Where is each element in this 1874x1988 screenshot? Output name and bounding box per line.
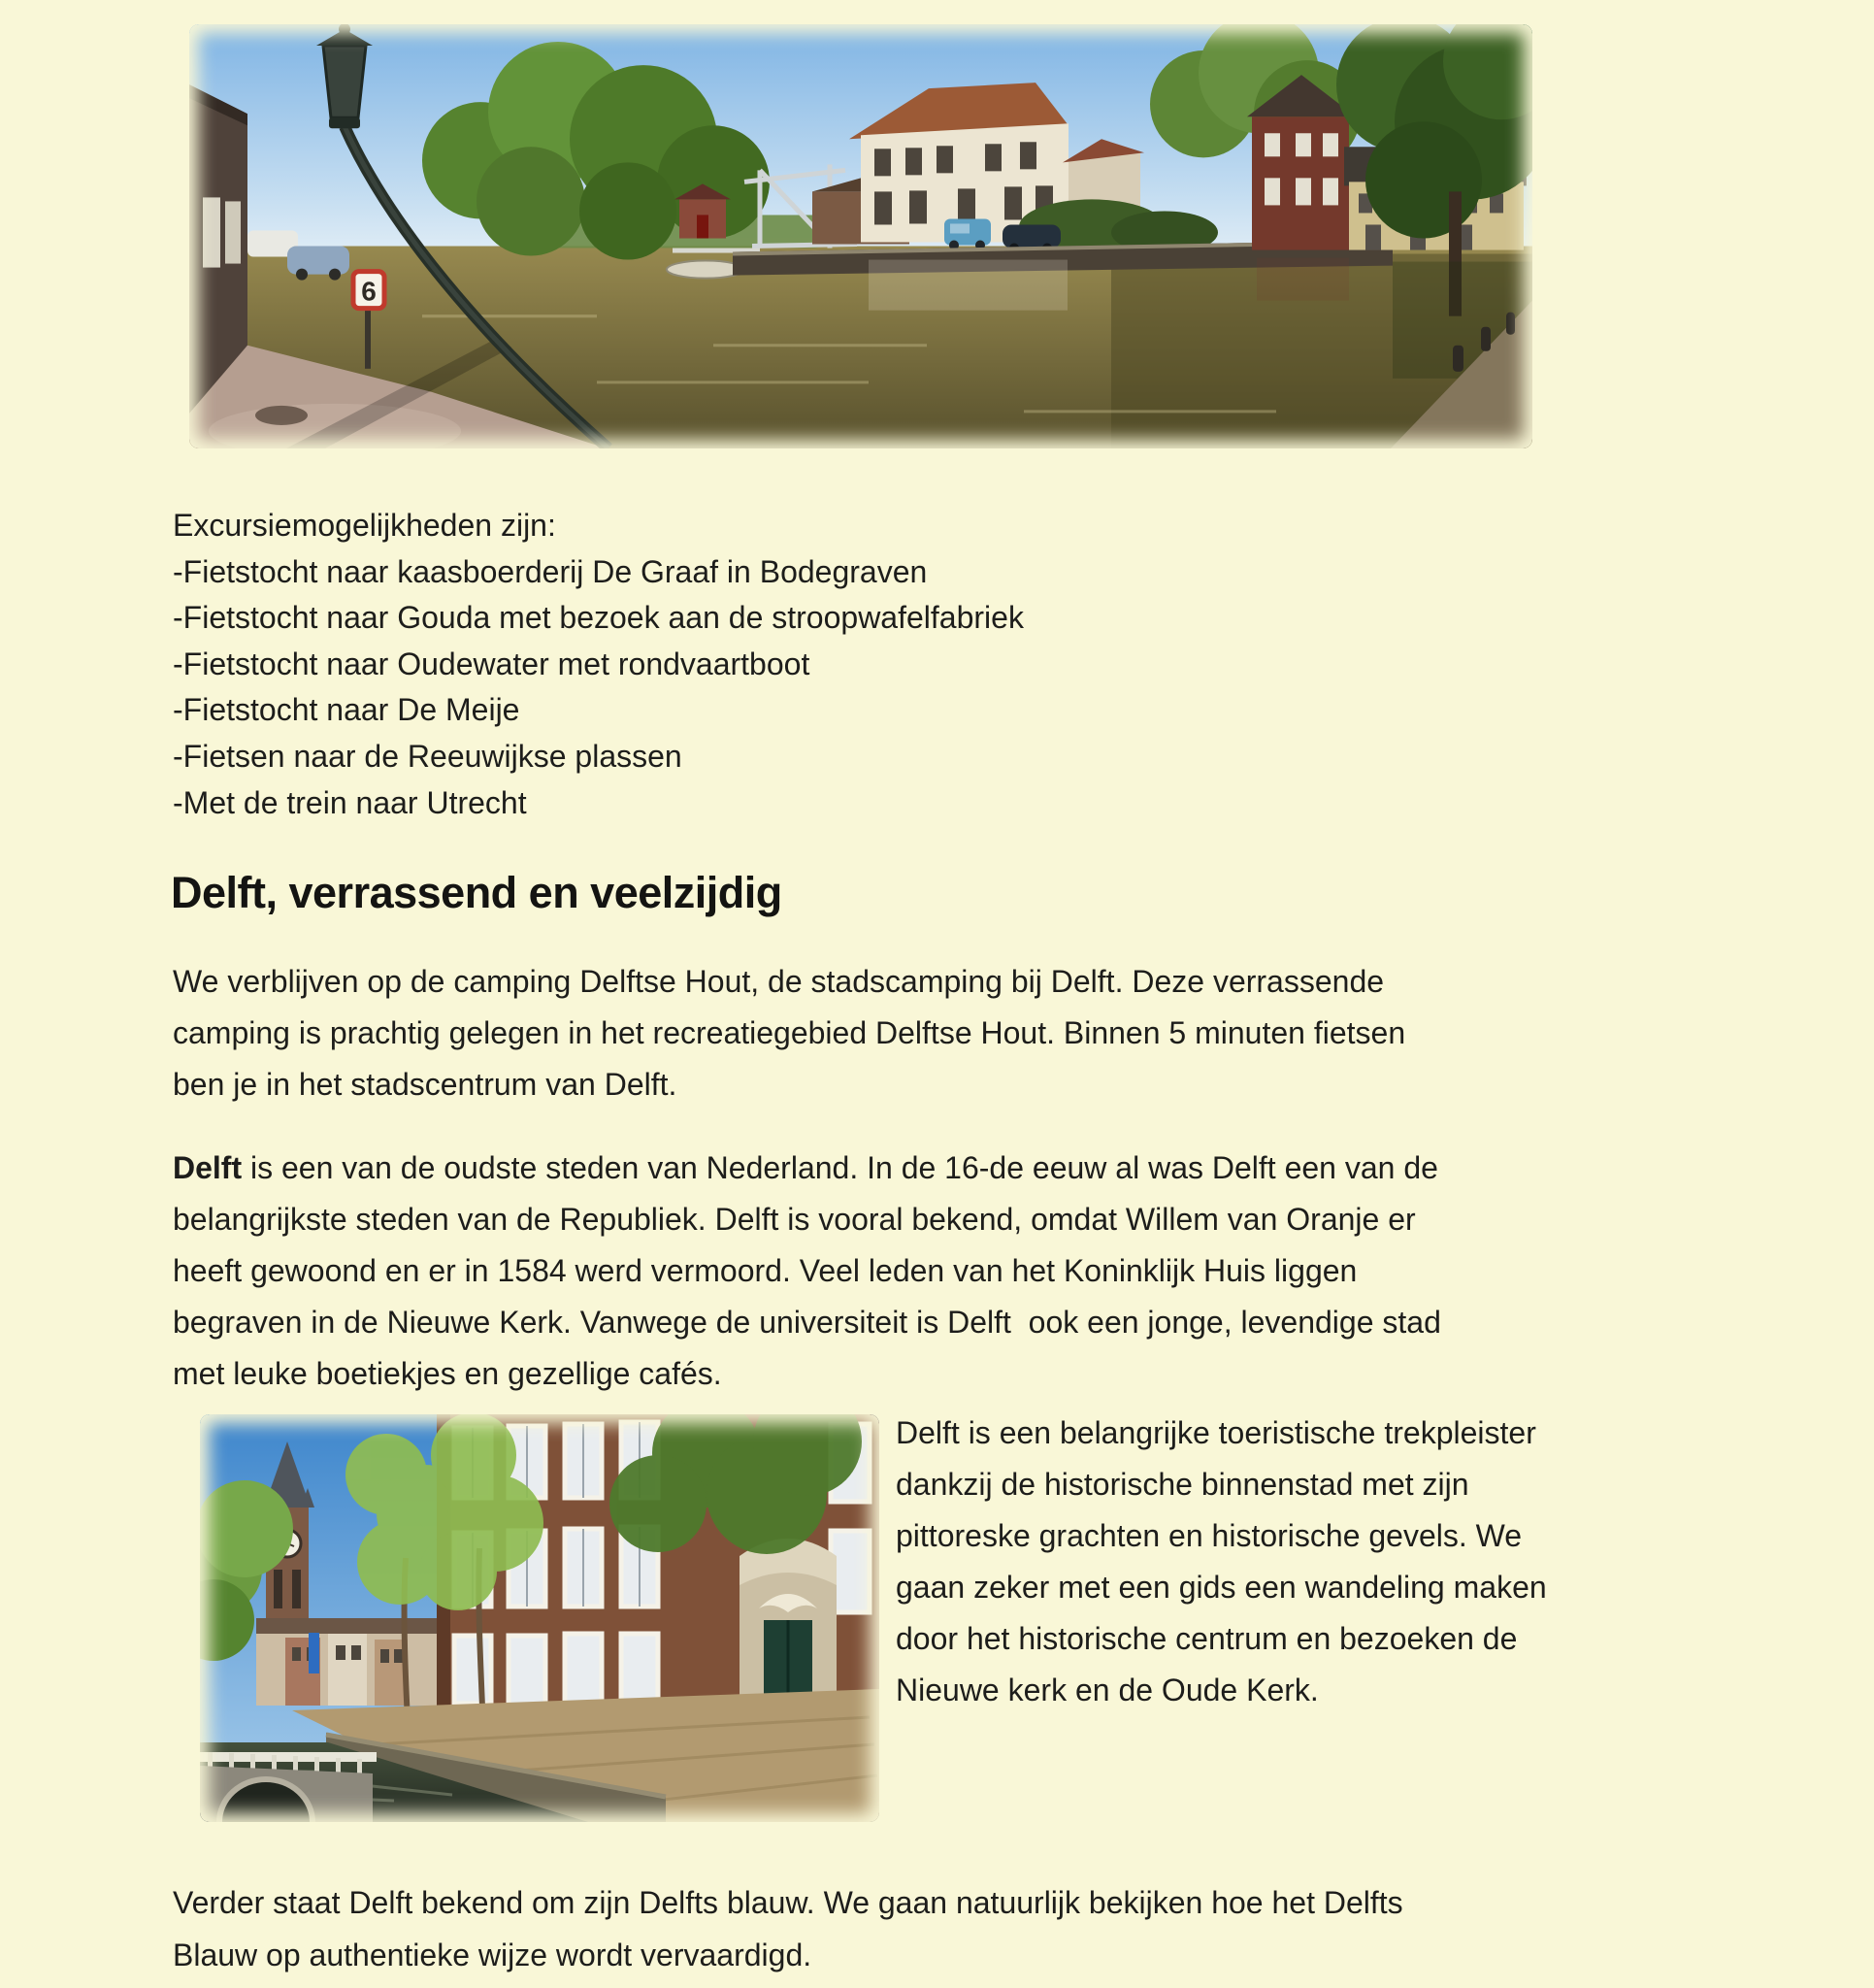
paragraph-line: gaan zeker met een gids een wandeling maken bbox=[896, 1570, 1547, 1605]
excursion-item: -Fietstocht naar Oudewater met rondvaartboot bbox=[173, 646, 810, 681]
excursion-item: -Fietsen naar de Reeuwijkse plassen bbox=[173, 738, 682, 774]
canal-panorama-illustration bbox=[189, 24, 1532, 448]
paragraph-line: ben je in het stadscentrum van Delft. bbox=[173, 1067, 677, 1102]
excursion-item: -Fietstocht naar Gouda met bezoek aan de stroopwafelfabriek bbox=[173, 600, 1024, 636]
excursions-list bbox=[173, 503, 1024, 826]
delft-canal-photo bbox=[200, 1414, 879, 1822]
sign-6-label: 6 bbox=[361, 276, 377, 307]
excursions-intro: Excursiemogelijkheden zijn: bbox=[173, 508, 556, 543]
excursion-item: -Fietstocht naar De Meije bbox=[173, 692, 520, 728]
excursion-item: -Fietstocht naar kaasboerderij De Graaf in Bodegraven bbox=[173, 553, 928, 589]
paragraph-tourism bbox=[896, 1408, 1547, 1716]
paragraph-line: camping is prachtig gelegen in het recreatiegebied Delftse Hout. Binnen 5 minuten fietsen bbox=[173, 1015, 1406, 1050]
paragraph-line: Blauw op authentieke wijze wordt vervaardigd. bbox=[173, 1938, 812, 1972]
bold-lead: Delft bbox=[173, 1150, 243, 1185]
paragraph-line: met leuke boetiekjes en gezellige cafés. bbox=[173, 1356, 722, 1391]
canal-panorama-photo bbox=[189, 24, 1532, 448]
section-heading: Delft, verrassend en veelzijdig bbox=[171, 868, 782, 917]
paragraph-delfts-blauw bbox=[173, 1876, 1403, 1981]
paragraph-line: Delft is een belangrijke toeristische trekpleister bbox=[896, 1415, 1536, 1450]
paragraph-line: Verder staat Delft bekend om zijn Delfts blauw. We gaan natuurlijk bekijken hoe het Delfts bbox=[173, 1885, 1403, 1920]
paragraph-delft-history bbox=[173, 1143, 1441, 1400]
paragraph-line: pittoreske grachten en historische gevels. We bbox=[896, 1518, 1523, 1553]
paragraph-camping bbox=[173, 956, 1405, 1110]
paragraph-line: door het historische centrum en bezoeken de bbox=[896, 1621, 1518, 1656]
excursion-item: -Met de trein naar Utrecht bbox=[173, 784, 527, 820]
paragraph-line: Nieuwe kerk en de Oude Kerk. bbox=[896, 1673, 1319, 1707]
paragraph-line-rest: is een van de oudste steden van Nederland. In de 16-de eeuw al was Delft een van de bbox=[242, 1150, 1438, 1185]
paragraph-line: We verblijven op de camping Delftse Hout, de stadscamping bij Delft. Deze verrassende bbox=[173, 964, 1385, 999]
paragraph-line: heeft gewoond en er in 1584 werd vermoord. Veel leden van het Koninklijk Huis liggen bbox=[173, 1253, 1358, 1288]
paragraph-line: dankzij de historische binnenstad met zijn bbox=[896, 1467, 1469, 1502]
delft-canal-illustration bbox=[200, 1414, 879, 1822]
paragraph-line bbox=[173, 1143, 1441, 1194]
paragraph-line: belangrijkste steden van de Republiek. Delft is vooral bekend, omdat Willem van Oranje er bbox=[173, 1202, 1416, 1237]
paragraph-line: begraven in de Nieuwe Kerk. Vanwege de universiteit is Delft ook een jonge, levendige stad bbox=[173, 1305, 1441, 1340]
